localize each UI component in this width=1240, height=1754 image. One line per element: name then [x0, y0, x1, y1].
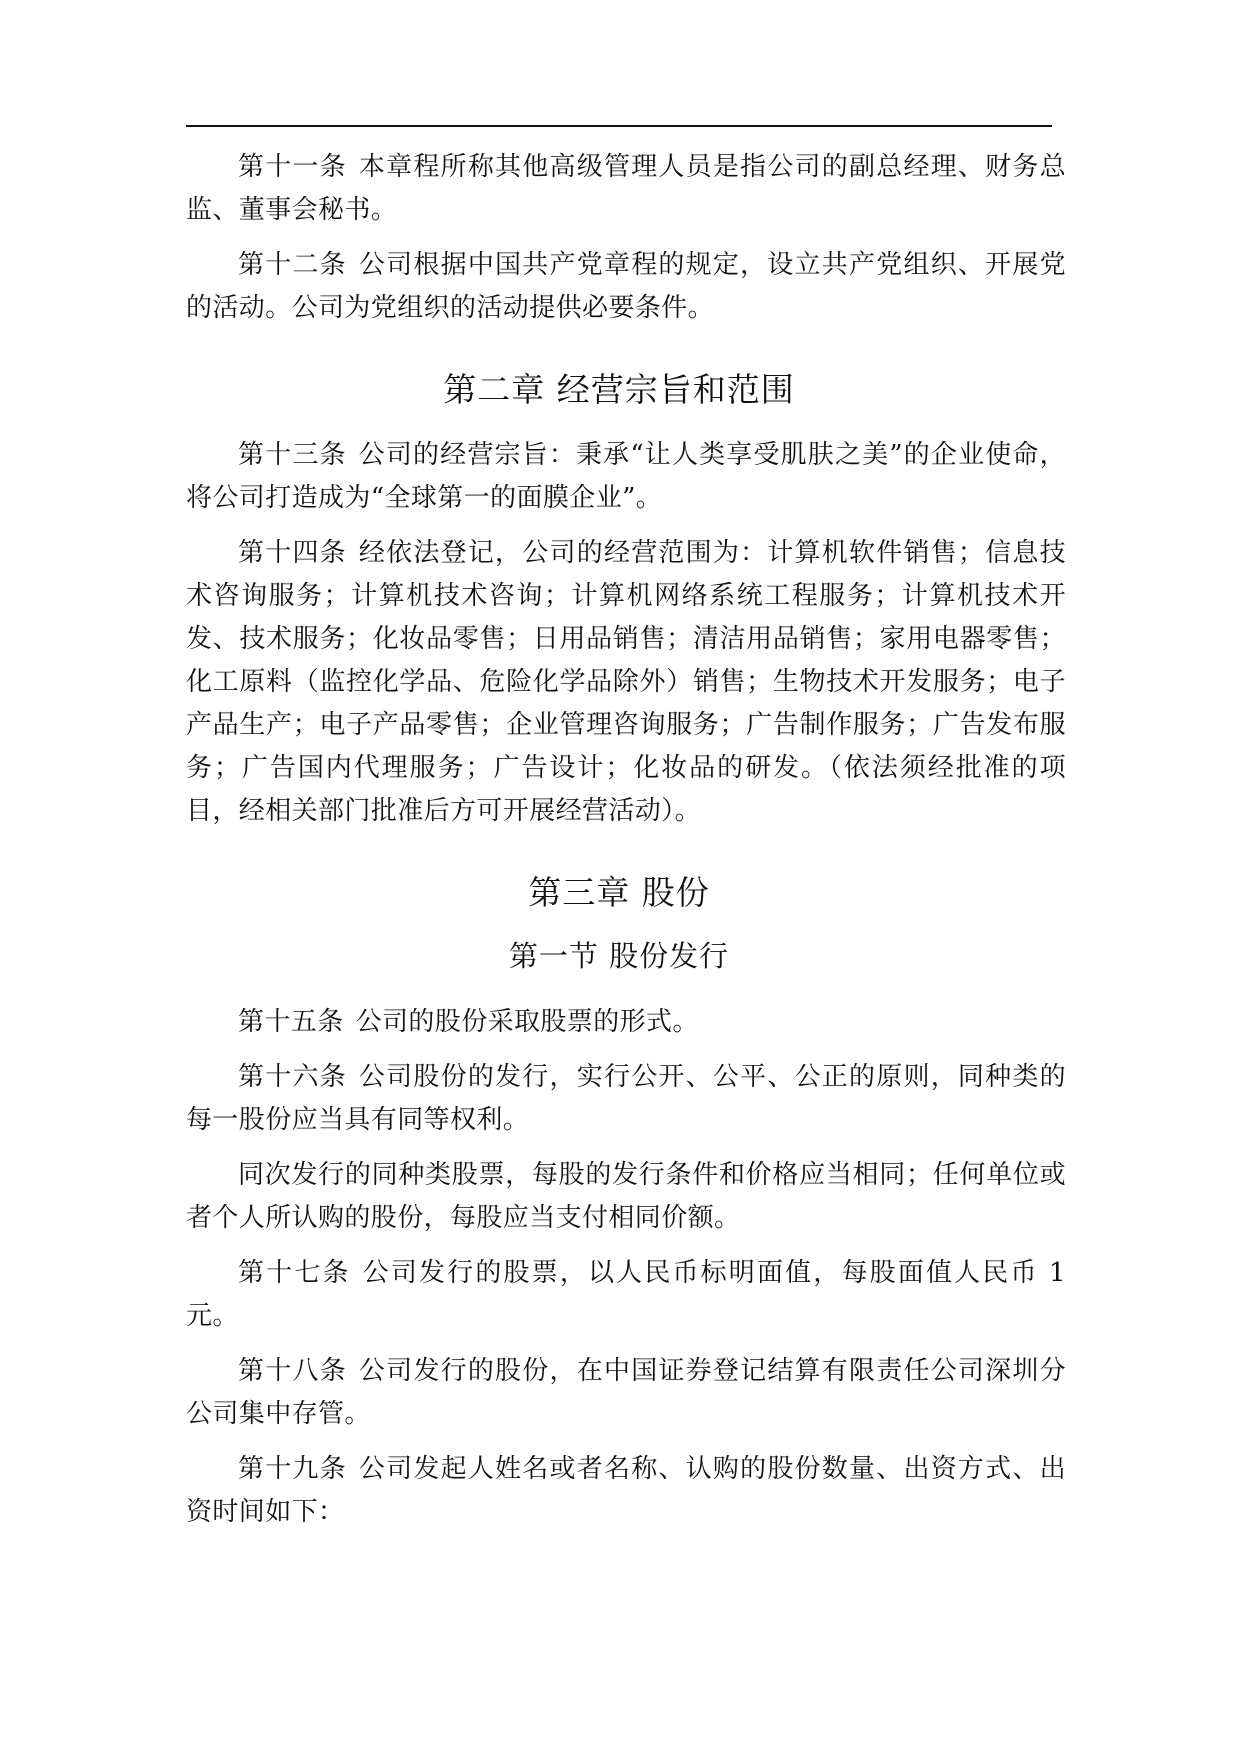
article-number: 第十九条 [238, 1454, 347, 1484]
article-number: 第十七条 [238, 1258, 351, 1288]
article-17 [186, 1252, 1066, 1338]
article-text: 公司股份的发行，实行公开、公平、公正的原则，同种类的每一股份应当具有同等权利。 [186, 1062, 1066, 1135]
article-text: 公司发行的股份，在中国证券登记结算有限责任公司深圳分公司集中存管。 [186, 1356, 1066, 1429]
chapter-2-title: 第二章 经营宗旨和范围 [443, 370, 795, 409]
article-number: 第十三条 [238, 440, 347, 470]
article-18 [186, 1350, 1066, 1436]
article-number: 第十二条 [238, 250, 347, 280]
article-number: 第十一条 [238, 152, 347, 182]
article-text: 公司发行的股票，以人民币标明面值，每股面值人民币 1元。 [186, 1258, 1066, 1331]
article-text: 公司的股份采取股票的形式。 [355, 1007, 699, 1037]
article-number: 第十八条 [238, 1356, 347, 1386]
section-1-title: 第一节 股份发行 [508, 939, 730, 973]
article-text: 本章程所称其他高级管理人员是指公司的副总经理、财务总监、董事会秘书。 [186, 152, 1066, 225]
article-14 [186, 532, 1066, 833]
article-19 [186, 1448, 1066, 1534]
article-13 [186, 434, 1066, 520]
paragraph-text: 同次发行的同种类股票，每股的发行条件和价格应当相同；任何单位或者个人所认购的股份，每股应当支付相同价额。 [186, 1160, 1066, 1233]
document-body [186, 146, 1066, 1546]
article-number: 第十五条 [238, 1007, 344, 1037]
article-16 [186, 1056, 1066, 1142]
article-text: 公司根据中国共产党章程的规定，设立共产党组织、开展党的活动。公司为党组织的活动提供必要条件。 [186, 250, 1066, 323]
chapter-3-title: 第三章 股份 [528, 873, 710, 912]
article-text: 公司的经营宗旨：秉承“让人类享受肌肤之美”的企业使命，将公司打造成为“全球第一的面膜企业”。 [186, 440, 1066, 513]
article-15 [186, 1001, 1066, 1044]
article-text: 公司发起人姓名或者名称、认购的股份数量、出资方式、出资时间如下： [186, 1454, 1066, 1527]
article-16-continued [186, 1154, 1066, 1240]
article-12 [186, 244, 1066, 330]
article-number: 第十六条 [238, 1062, 347, 1092]
article-text: 经依法登记，公司的经营范围为：计算机软件销售；信息技术咨询服务；计算机技术咨询；计算机网络系统工程服务；计算机技术开发、技术服务；化妆品零售；日用品销售；清洁用品销售；家用电器零售；化工原料（监控化学品、危险化学品除外）销售；生物技术开发服务；电子产品生产；电子产品零售；企业管理咨询服务；广告制作服务；广告发布服务；广告国内代理服务；广告设计；化妆品的研发。（依法须经批准的项目，经相关部门批准后方可开展经营活动）。 [186, 538, 1066, 826]
header-rule [186, 125, 1052, 127]
article-number: 第十四条 [238, 538, 347, 568]
article-11 [186, 146, 1066, 232]
